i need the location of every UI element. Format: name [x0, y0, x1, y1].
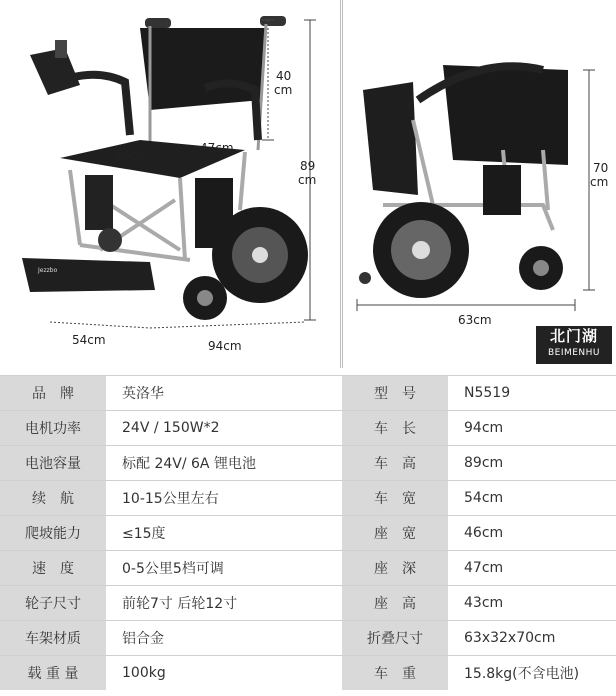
spec-key: 座 高 [342, 586, 448, 621]
spec-key: 轮子尺寸 [0, 586, 106, 621]
joystick-knob [55, 40, 67, 58]
dim-label-54: 54cm [72, 333, 106, 347]
spec-key: 车架材质 [0, 621, 106, 656]
spec-value: 英洛华 [106, 376, 340, 411]
folded-view-illustration [343, 0, 616, 368]
dim-label-63: 63cm [458, 313, 492, 327]
spec-key: 车 宽 [342, 481, 448, 516]
spec-value: 63x32x70cm [448, 621, 616, 656]
motor-left [85, 175, 113, 230]
spec-row [0, 656, 616, 691]
dim-unit-40: cm [274, 83, 293, 97]
spec-key: 速 度 [0, 551, 106, 586]
spec-value: 标配 24V/ 6A 锂电池 [106, 446, 340, 481]
spec-row [0, 481, 616, 516]
front-view-illustration [0, 0, 340, 368]
dim-line-94 [150, 322, 305, 328]
dim-line-54 [50, 322, 150, 328]
spec-value: 24V / 150W*2 [106, 411, 340, 446]
anti-tip-wheel [359, 272, 371, 284]
spec-value: 前轮7寸 后轮12寸 [106, 586, 340, 621]
footrest [22, 258, 155, 292]
spec-key: 座 宽 [342, 516, 448, 551]
spec-key: 车 高 [342, 446, 448, 481]
dim-unit-70: cm [590, 175, 609, 189]
spec-key: 车 长 [342, 411, 448, 446]
spec-table-body [0, 376, 616, 691]
spec-value: 54cm [448, 481, 616, 516]
dim-label-94: 94cm [208, 339, 242, 353]
spec-row [0, 376, 616, 411]
spec-row [0, 446, 616, 481]
dim-label-seat-depth: 47cm [200, 141, 234, 155]
brand-logo-en: BEIMENHU [547, 348, 601, 358]
folded-battery [483, 165, 521, 215]
spec-key: 车 重 [342, 656, 448, 691]
spec-row [0, 551, 616, 586]
spec-key: 座 深 [342, 551, 448, 586]
spec-key: 折叠尺寸 [342, 621, 448, 656]
front-view-panel [0, 0, 341, 368]
spec-key: 载 重 量 [0, 656, 106, 691]
spec-row [0, 586, 616, 621]
rear-wheel-hub [252, 247, 268, 263]
spec-row [0, 621, 616, 656]
spec-key: 电池容量 [0, 446, 106, 481]
spec-value: 94cm [448, 411, 616, 446]
brand-logo-cn: 北门湖 [549, 327, 598, 345]
spec-value: 100kg [106, 656, 340, 691]
spec-value: 10-15公里左右 [106, 481, 340, 516]
spec-value: 46cm [448, 516, 616, 551]
brand-plate: Jezzbo [38, 267, 58, 274]
spec-value: 0-5公里5档可调 [106, 551, 340, 586]
spec-value: 47cm [448, 551, 616, 586]
front-caster-hub [197, 290, 213, 306]
spec-value: 43cm [448, 586, 616, 621]
spec-value: 铝合金 [106, 621, 340, 656]
spec-row [0, 411, 616, 446]
spec-value: N5519 [448, 376, 616, 411]
spec-value: ≤15度 [106, 516, 340, 551]
spec-key: 品 牌 [0, 376, 106, 411]
spec-table [0, 375, 616, 690]
dim-label-40: 40 [276, 69, 292, 83]
spec-value: 89cm [448, 446, 616, 481]
dim-unit-89: cm [298, 173, 317, 187]
spec-key: 电机功率 [0, 411, 106, 446]
brand-logo [536, 326, 612, 364]
spec-value: 15.8kg(不含电池) [448, 656, 616, 691]
folded-rear-wheel-hub [412, 241, 430, 259]
dim-label-70: 70 [593, 161, 609, 175]
dim-label-seat-width: 46cm [115, 149, 149, 163]
push-handle-right [260, 16, 286, 26]
spec-row [0, 516, 616, 551]
folded-view-panel [342, 0, 616, 368]
spec-key: 型 号 [342, 376, 448, 411]
spec-key: 续 航 [0, 481, 106, 516]
spec-key: 爬坡能力 [0, 516, 106, 551]
backrest [140, 28, 265, 110]
folded-seat [363, 82, 418, 195]
front-caster-left [98, 228, 122, 252]
dim-label-89: 89 [300, 159, 316, 173]
folded-front-caster-hub [533, 260, 549, 276]
